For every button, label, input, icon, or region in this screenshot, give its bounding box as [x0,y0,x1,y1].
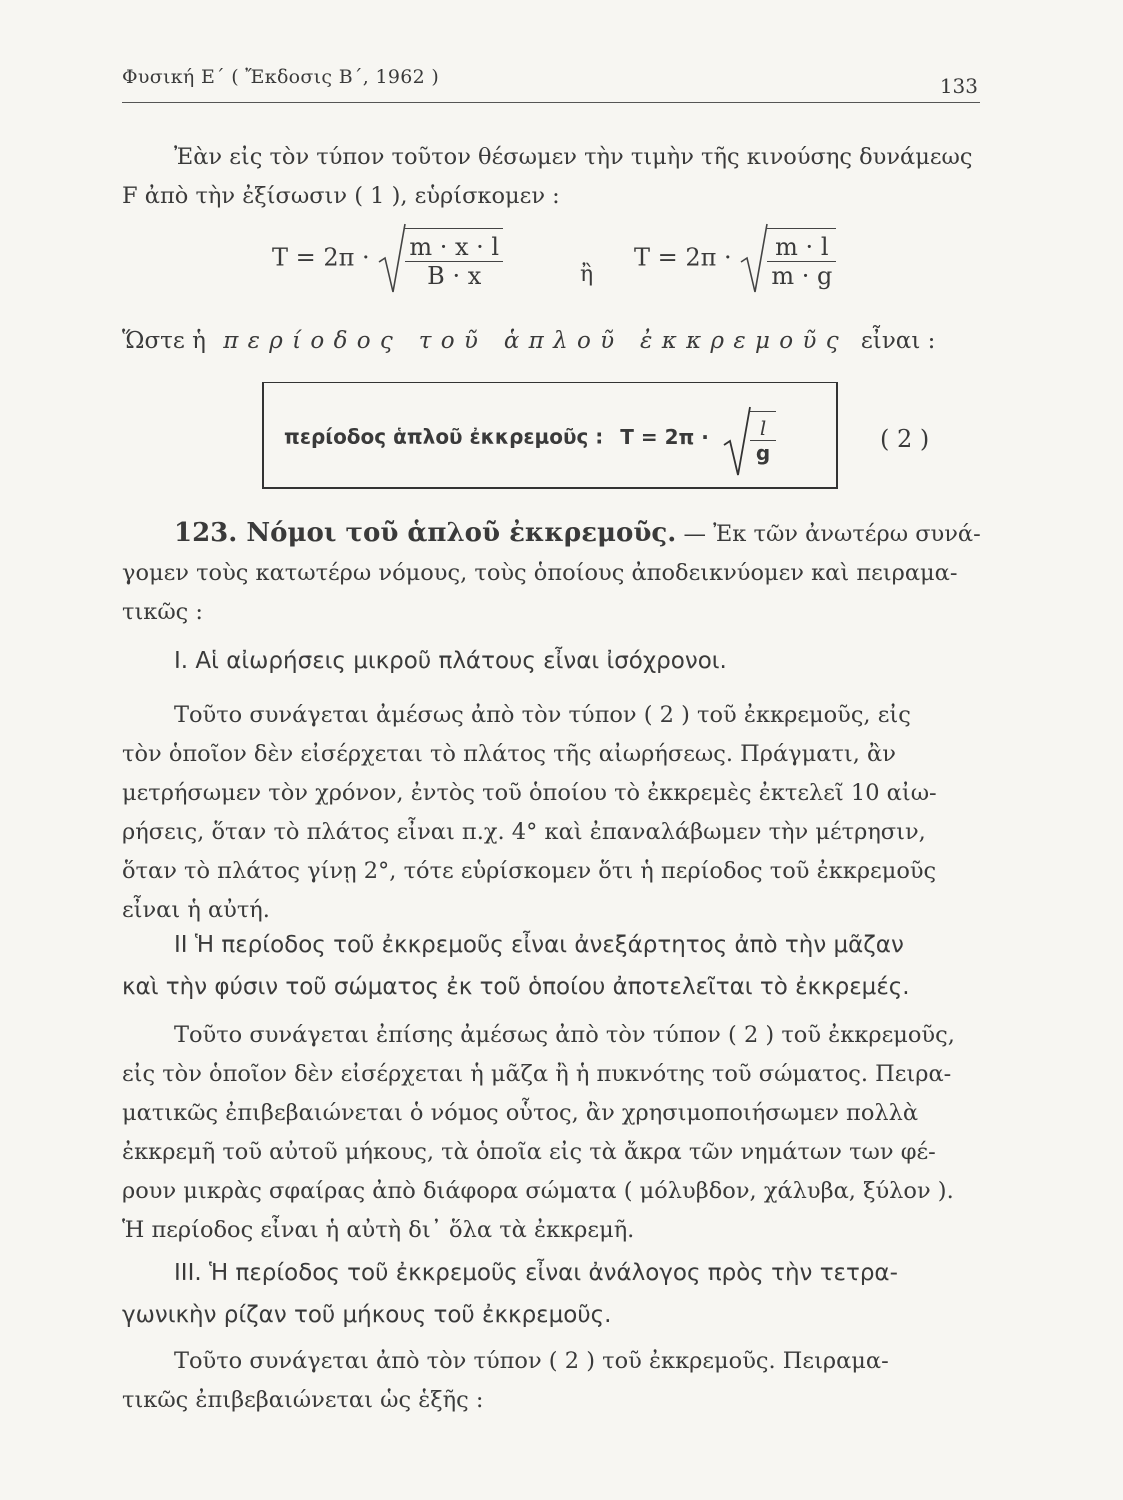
radical-sign-icon [722,405,752,477]
spaced-emphasis: π ε ρ ί ο δ ο ς τ ο ῦ ἁ π λ ο ῦ ἐ κ κ ρ ε μ ο ῦ ς [223,328,840,354]
formula-lhs: T = 2π · [272,243,370,272]
text-line: Τοῦτο συνάγεται ἀμέσως ἀπὸ τὸν τύπον ( 2 ) τοῦ ἐκκρεμοῦς, εἰς [174,702,911,728]
fraction-denominator: B · x [427,262,482,290]
text-line: ρουν μικρὰς σφαίρας ἀπὸ διάφορα σώματα ( μόλυβδον, χάλυβα, ξύλον ). [122,1178,954,1204]
intro-line: F ἀπὸ τὴν ἐξίσωσιν ( 1 ), εὑρίσκομεν : [122,183,560,209]
boxed-formula [262,382,838,489]
formula-or: ἢ [580,262,594,287]
section-heading: 123. Νόμοι τοῦ ἁπλοῦ ἐκκρεμοῦς. [174,518,677,548]
text-line: τὸν ὁποῖον δὲν εἰσέρχεται τὸ πλάτος τῆς αἰωρήσεως. Πράγματι, ἂν [122,741,896,767]
text-line: ρήσεις, ὅταν τὸ πλάτος εἶναι π.χ. 4° καὶ ἐπαναλάβωμεν τὴν μέτρησιν, [122,819,926,845]
section-intro-line: γομεν τοὺς κατωτέρω νόμους, τοὺς ὁποίους ἀποδεικνύομεν καὶ πειραμα- [122,560,958,586]
page-header [122,62,980,103]
fraction-denominator: m · g [771,262,833,290]
text-line: καὶ τὴν φύσιν τοῦ σώματος ἐκ τοῦ ὁποίου ἀποτελεῖται τὸ ἐκκρεμές. [122,974,910,1000]
text-line: μετρήσωμεν τὸν χρόνον, ἐντὸς τοῦ ὁποίου τὸ ἐκκρεμὲς ἐκτελεῖ 10 αἰω- [122,780,937,806]
running-head: Φυσική Ε΄ ( Ἔκδοσις Β΄, 1962 ) [122,66,440,88]
intro-line: Ἐὰν εἰς τὸν τύπον τοῦτον θέσωμεν τὴν τιμὴν τῆς κινούσης δυνάμεως [174,144,973,170]
text-line: τικῶς ἐπιβεβαιώνεται ὡς ἑξῆς : [122,1387,484,1413]
text-line: ΙΙΙ. Ἡ περίοδος τοῦ ἐκκρεμοῦς εἶναι ἀνάλογος πρὸς τὴν τετρα- [174,1260,898,1286]
section-intro: — Ἐκ τῶν ἀνωτέρω συνά- [683,521,981,547]
fraction-numerator: l [750,416,776,441]
law-2-explanation [122,1016,1002,1250]
text-line: ΙΙ Ἡ περίοδος τοῦ ἐκκρεμοῦς εἶναι ἀνεξάρτητος ἀπὸ τὴν μᾶζαν [174,932,904,958]
text-line: ματικῶς ἐπιβεβαιώνεται ὁ νόμος οὗτος, ἂν χρησιμοποιήσωμεν πολλὰ [122,1100,919,1126]
fraction [750,416,776,465]
law-1-statement: Ι. Αἱ αἰωρήσεις μικροῦ πλάτους εἶναι ἰσόχρονοι. [174,648,727,674]
intro-paragraph [122,138,982,216]
law-3-statement [122,1252,1002,1336]
fraction [767,233,836,290]
formula-lhs: T = 2π · [634,243,732,272]
text-line: Τοῦτο συνάγεται ἐπίσης ἀμέσως ἀπὸ τὸν τύπον ( 2 ) τοῦ ἐκκρεμοῦς, [174,1022,955,1048]
formula-1-left [272,228,503,290]
spaced-line [122,322,1002,361]
section-123 [122,514,1002,632]
text-line: γωνικὴν ρίζαν τοῦ μήκους τοῦ ἐκκρεμοῦς. [122,1302,612,1328]
fraction-numerator: m · l [767,233,836,262]
fraction [405,233,503,290]
spaced-prefix: Ὥστε ἡ [122,328,206,354]
law-2-statement [122,924,1002,1008]
boxed-formula-lhs: T = 2π · [620,424,709,449]
equation-number: ( 2 ) [880,425,930,453]
fraction-denominator: g [755,441,771,465]
text-line: ὅταν τὸ πλάτος γίνῃ 2°, τότε εὑρίσκομεν ὅτι ἡ περίοδος τοῦ ἐκκρεμοῦς [122,858,937,884]
square-root [722,411,776,465]
text-line: εἶναι ἡ αὐτή. [122,897,270,923]
spaced-suffix: εἶναι : [860,328,936,354]
law-1-explanation [122,696,982,930]
text-line: εἰς τὸν ὁποῖον δὲν εἰσέρχεται ἡ μᾶζα ἢ ἡ πυκνότης τοῦ σώματος. Πειρα- [122,1061,952,1087]
fraction-numerator: m · x · l [405,233,503,262]
boxed-formula-label: περίοδος ἁπλοῦ ἐκκρεμοῦς : [284,424,604,449]
text-line: Τοῦτο συνάγεται ἀπὸ τὸν τύπον ( 2 ) τοῦ ἐκκρεμοῦς. Πειραμα- [174,1348,889,1374]
square-root [377,228,503,290]
text-line: Ἡ περίοδος εἶναι ἡ αὐτὴ δι᾽ ὅλα τὰ ἐκκρεμῆ. [122,1217,635,1243]
section-intro-line: τικῶς : [122,599,204,625]
text-line: ἐκκρεμῆ τοῦ αὐτοῦ μήκους, τὰ ὁποῖα εἰς τὰ ἄκρα τῶν νημάτων των φέ- [122,1139,936,1165]
radical-sign-icon [377,222,407,294]
radical-sign-icon [739,222,769,294]
page-number: 133 [939,74,978,98]
square-root [739,228,836,290]
law-3-explanation [122,1342,1002,1420]
formula-1-right [634,228,836,290]
